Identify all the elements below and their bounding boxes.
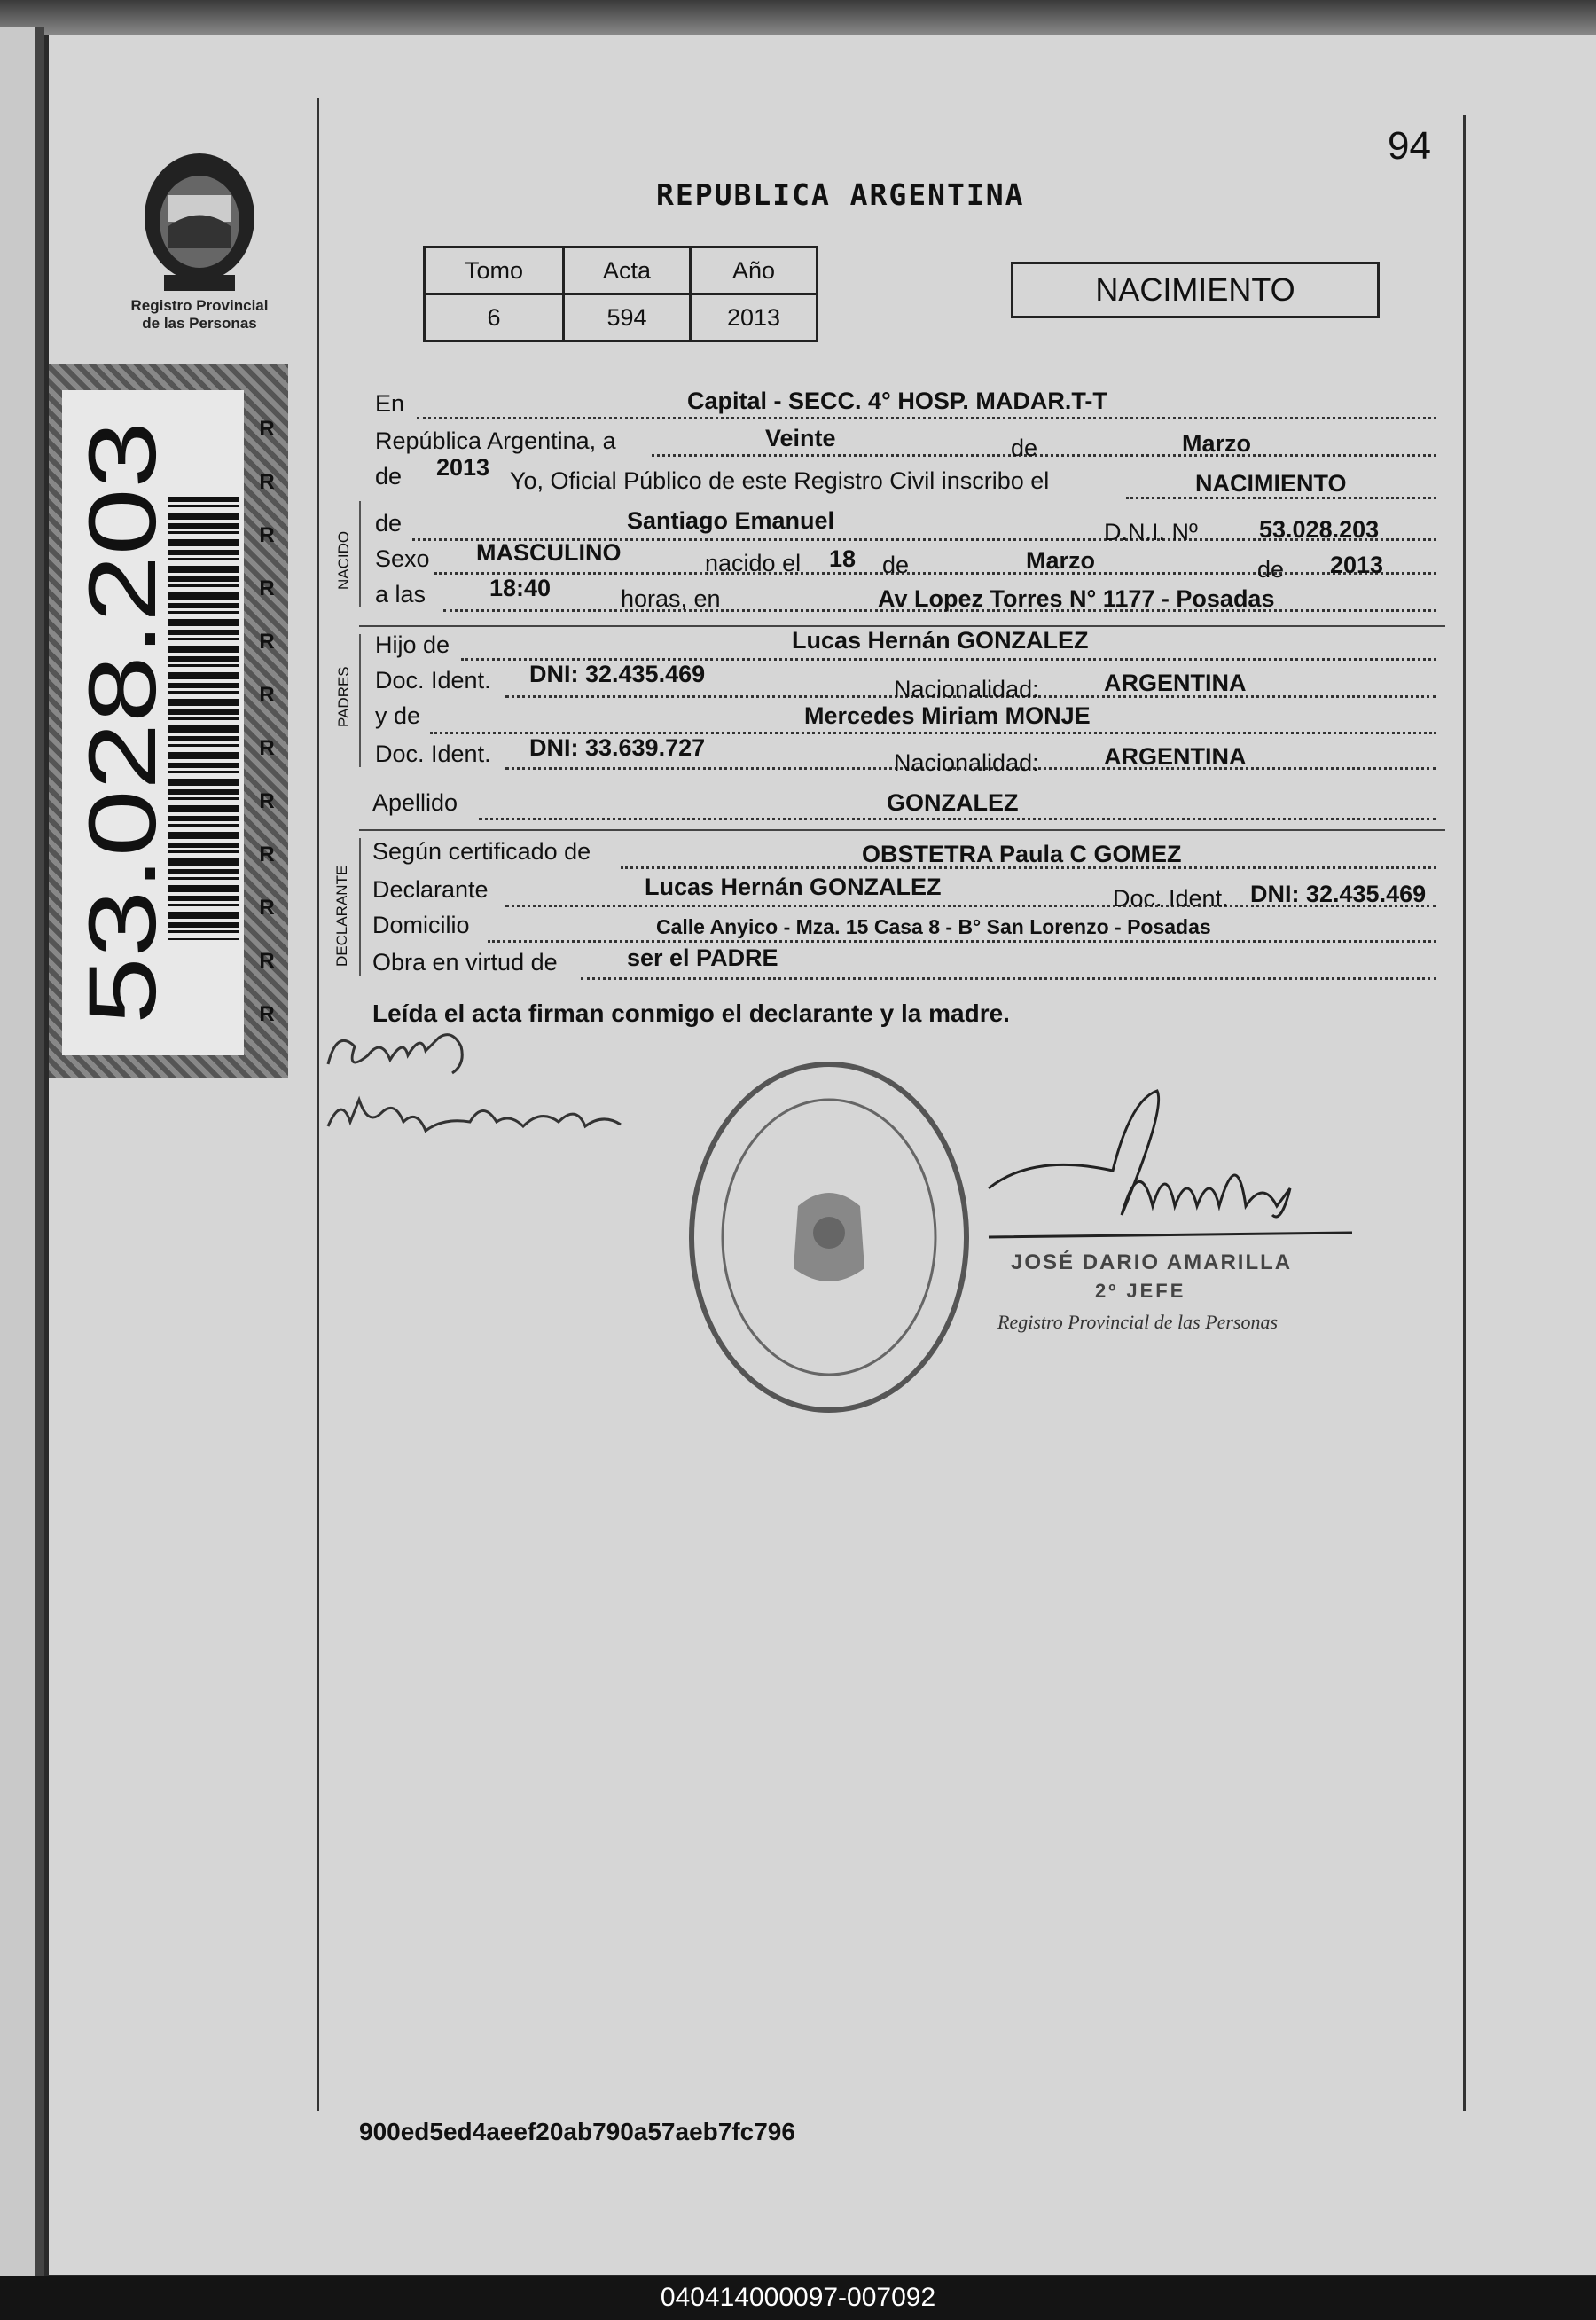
sticker-letter: R bbox=[259, 789, 275, 813]
nacido-el-label: nacido el bbox=[705, 550, 802, 576]
certificate-value: OBSTETRA Paula C GOMEZ bbox=[862, 841, 1182, 867]
year-value: 2013 bbox=[436, 454, 490, 481]
father-doc-label: Doc. Ident. bbox=[375, 667, 491, 694]
dotted-line bbox=[417, 417, 1436, 419]
nacido-section-label: NACIDO bbox=[335, 530, 352, 590]
sticker-letter: R bbox=[259, 683, 275, 707]
father-nationality-value: ARGENTINA bbox=[1104, 670, 1247, 696]
mother-nationality-label: Nacionalidad: bbox=[894, 749, 1039, 776]
document-title: REPUBLICA ARGENTINA bbox=[656, 177, 1025, 212]
register-header-acta: Acta bbox=[564, 247, 691, 294]
horas-label: horas, en bbox=[621, 585, 721, 612]
declarante-name-value: Lucas Hernán GONZALEZ bbox=[645, 874, 942, 900]
registry-logo-icon bbox=[133, 142, 266, 297]
nacido-de-label: de bbox=[375, 510, 403, 537]
a-las-label: a las bbox=[375, 581, 426, 607]
bottom-code-bar: 040414000097-007092 bbox=[0, 2276, 1596, 2320]
domicilio-label: Domicilio bbox=[372, 912, 470, 938]
father-name-value: Lucas Hernán GONZALEZ bbox=[792, 627, 1089, 654]
birth-month-value: Marzo bbox=[1026, 547, 1096, 574]
section-divider bbox=[359, 829, 1445, 831]
day-value: Veinte bbox=[765, 425, 836, 451]
yo-text: Yo, Oficial Público de este Registro Civil inscribo el bbox=[510, 467, 1050, 494]
child-dni-value: 53.028.203 bbox=[1259, 516, 1380, 543]
segun-label: Según certificado de bbox=[372, 838, 591, 865]
register-value-tomo: 6 bbox=[425, 294, 564, 341]
sexo-value: MASCULINO bbox=[476, 539, 622, 566]
declarante-section-label: DECLARANTE bbox=[333, 865, 350, 967]
time-value: 18:40 bbox=[489, 575, 552, 601]
address-value: Calle Anyico - Mza. 15 Casa 8 - B° San Lorenzo - Posadas bbox=[656, 915, 1211, 938]
section-bar bbox=[359, 634, 361, 767]
document-hash: 900ed5ed4aeef20ab790a57aeb7fc796 bbox=[359, 2118, 795, 2145]
inscription-type-value: NACIMIENTO bbox=[1195, 470, 1347, 497]
apellido-label: Apellido bbox=[372, 789, 458, 816]
de-label: de bbox=[1011, 435, 1038, 461]
sticker-barcode bbox=[168, 497, 239, 940]
handwritten-signatures bbox=[319, 1011, 656, 1171]
sticker-letter: R bbox=[259, 736, 275, 760]
declarante-label: Declarante bbox=[372, 876, 489, 903]
dotted-line bbox=[652, 454, 1436, 457]
dotted-line bbox=[581, 977, 1436, 980]
declarante-doc-value: DNI: 32.435.469 bbox=[1250, 881, 1427, 907]
sexo-label: Sexo bbox=[375, 545, 430, 572]
closing-text: Leída el acta firman conmigo el declarante y la madre. bbox=[372, 999, 1010, 1027]
obra-label: Obra en virtud de bbox=[372, 949, 558, 976]
birth-year-value: 2013 bbox=[1330, 552, 1384, 578]
sticker-letter: R bbox=[259, 523, 275, 547]
dotted-line bbox=[488, 940, 1436, 943]
mother-name-value: Mercedes Miriam MONJE bbox=[804, 702, 1091, 729]
en-label: En bbox=[375, 390, 405, 417]
place-value: Capital - SECC. 4° HOSP. MADAR.T-T bbox=[687, 388, 1107, 414]
left-page-edge bbox=[0, 27, 44, 2279]
register-value-ano: 2013 bbox=[691, 294, 818, 341]
register-value-acta: 594 bbox=[564, 294, 691, 341]
official-signature bbox=[980, 1082, 1352, 1277]
declarante-doc-label: Doc. Ident. bbox=[1113, 885, 1229, 912]
de-label: de bbox=[882, 552, 910, 578]
right-margin-line bbox=[1463, 115, 1466, 2111]
sticker-letter: R bbox=[259, 470, 275, 494]
sticker-letter: R bbox=[259, 896, 275, 920]
dni-label: D.N.I. Nº bbox=[1104, 519, 1198, 545]
sticker-letter: R bbox=[259, 1002, 275, 1026]
registry-caption: Registro Provincial de las Personas bbox=[130, 297, 269, 332]
acta-type-box: NACIMIENTO bbox=[1011, 262, 1380, 318]
birth-place-value: Av Lopez Torres N° 1177 - Posadas bbox=[878, 585, 1275, 612]
father-nationality-label: Nacionalidad: bbox=[894, 676, 1039, 702]
section-bar bbox=[359, 838, 361, 976]
sticker-letter: R bbox=[259, 949, 275, 973]
svg-text:53.028.203: 53.028.203 bbox=[68, 545, 176, 1024]
official-name: JOSÉ DARIO AMARILLA bbox=[1011, 1250, 1293, 1274]
top-edge bbox=[0, 0, 1596, 35]
reason-value: ser el PADRE bbox=[627, 944, 778, 971]
y-de-label: y de bbox=[375, 702, 421, 729]
sticker-letter: R bbox=[259, 576, 275, 600]
register-header-ano: Año bbox=[691, 247, 818, 294]
dotted-line bbox=[479, 818, 1436, 820]
section-bar bbox=[359, 501, 361, 607]
sticker-letter: R bbox=[259, 843, 275, 866]
register-header-tomo: Tomo bbox=[425, 247, 564, 294]
official-role: 2º JEFE bbox=[1095, 1280, 1186, 1302]
mother-nationality-value: ARGENTINA bbox=[1104, 743, 1247, 770]
register-table bbox=[423, 246, 818, 342]
republica-label: República Argentina, a bbox=[375, 427, 616, 454]
apellido-value: GONZALEZ bbox=[887, 789, 1019, 816]
mother-doc-label: Doc. Ident. bbox=[375, 741, 491, 767]
de-label: de bbox=[375, 463, 403, 490]
child-name-value: Santiago Emanuel bbox=[627, 507, 835, 534]
birth-day-value: 18 bbox=[829, 545, 857, 572]
sticker-letter: R bbox=[259, 630, 275, 654]
de-label: de bbox=[1257, 556, 1285, 583]
official-org: Registro Provincial de las Personas bbox=[998, 1311, 1279, 1333]
sticker-dni-number bbox=[68, 404, 176, 1042]
sticker-letter: R bbox=[259, 417, 275, 441]
dotted-line bbox=[434, 572, 1436, 575]
hijo-de-label: Hijo de bbox=[375, 631, 450, 658]
official-seal-icon bbox=[683, 1055, 975, 1419]
father-doc-value: DNI: 32.435.469 bbox=[529, 661, 706, 687]
month-value: Marzo bbox=[1182, 430, 1252, 457]
mother-doc-value: DNI: 33.639.727 bbox=[529, 734, 706, 761]
page-number: 94 bbox=[1388, 124, 1431, 168]
padres-section-label: PADRES bbox=[335, 666, 352, 727]
